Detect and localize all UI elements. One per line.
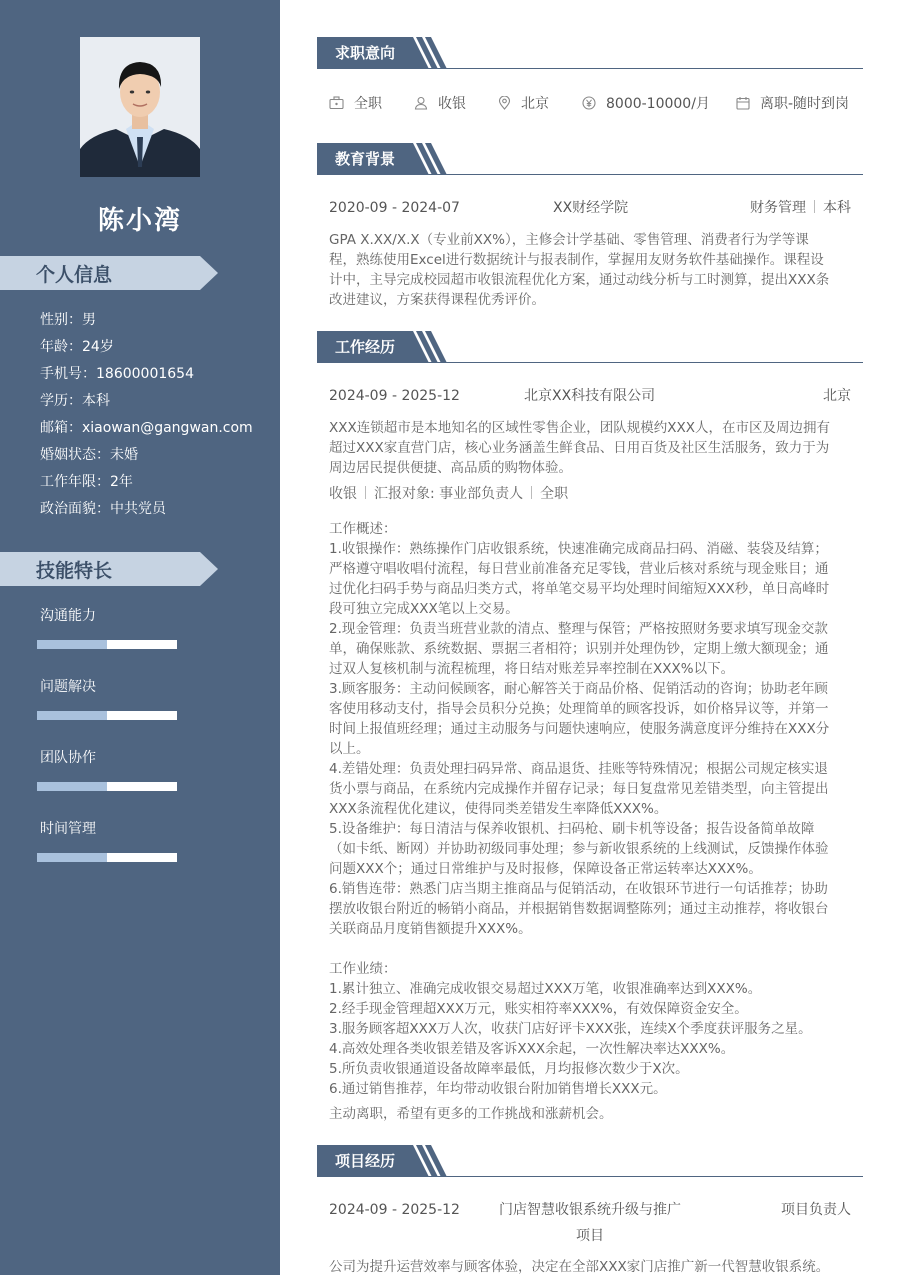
education-date: 2020-09 - 2024-07 xyxy=(329,200,460,216)
info-education: 学历：本科 xyxy=(40,393,110,409)
text-line: 改进建议，方案获得课程优秀评价。 xyxy=(329,292,545,308)
skill-item xyxy=(37,606,177,677)
candidate-name: 陈小湾 xyxy=(97,206,182,236)
text-line: 6.销售连带：熟悉门店当期主推商品与促销活动，在收银环节进行一句话推荐；协助 xyxy=(329,881,828,897)
work-leave-reason xyxy=(329,1104,851,1124)
project-role: 项目负责人 xyxy=(781,1202,851,1218)
section-header-work xyxy=(317,331,863,363)
section-title: 教育背景 xyxy=(335,150,396,168)
text-line: 程，熟练使用Excel进行数据统计与报表制作，掌握用友财务软件基础操作。课程设 xyxy=(329,252,824,268)
section-divider xyxy=(317,174,863,175)
text-line: XXX条流程优化建议，使得同类差错发生率降低XXX%。 xyxy=(329,801,668,817)
info-email: 邮箱：xiaowan@gangwan.com xyxy=(40,420,253,436)
intent-availability xyxy=(736,93,849,113)
text-line: 以上。 xyxy=(329,741,370,757)
personal-info-header xyxy=(0,256,218,290)
info-phone: 手机号：18600001654 xyxy=(40,366,194,382)
intent-type-text: 全职 xyxy=(354,96,382,112)
intent-availability-text: 离职-随时到岗 xyxy=(760,96,850,112)
calendar-icon xyxy=(736,96,750,110)
skill-fill xyxy=(37,640,107,649)
education-row xyxy=(329,198,851,218)
info-age: 年龄：24岁 xyxy=(40,339,114,355)
work-tag: 收银 xyxy=(329,486,357,502)
skill-item xyxy=(37,819,177,890)
text-line: 2.经手现金管理超XXX万元，账实相符率XXX%，有效保障资金安全。 xyxy=(329,1001,748,1017)
intent-city xyxy=(498,93,582,113)
text-line: 1.收银操作：熟练操作门店收银系统，快速准确完成商品扫码、消磁、装袋及结算； xyxy=(329,541,828,557)
person-icon xyxy=(414,96,428,110)
project-name-line2: 项目 xyxy=(576,1228,604,1244)
text-line: 计中，主导完成校园超市收银流程优化方案，通过动线分析与工时测算，提出XXX条 xyxy=(329,272,830,288)
work-tag: 汇报对象: 事业部负责人 xyxy=(374,486,524,502)
skills-header xyxy=(0,552,218,586)
text-line: 工作业绩： xyxy=(329,961,397,977)
text-line: 段可独立完成XXX笔以上交易。 xyxy=(329,601,519,617)
education-major-degree xyxy=(750,198,851,218)
text-line: 主动离职，希望有更多的工作挑战和涨薪机会。 xyxy=(329,1106,613,1122)
info-gender: 性别：男 xyxy=(40,312,96,328)
text-line: 公司为提升运营效率与顾客体验，决定在全部XXX家门店推广新一代智慧收银系统。 xyxy=(329,1259,830,1275)
project-date: 2024-09 - 2025-12 xyxy=(329,1202,460,1218)
intent-salary xyxy=(582,93,736,113)
skill-label: 团队协作 xyxy=(40,750,96,766)
skill-label: 时间管理 xyxy=(40,821,96,837)
text-line: 4.高效处理各类收银差错及客诉XXX余起，一次性解决率达XXX%。 xyxy=(329,1041,735,1057)
skill-item xyxy=(37,677,177,748)
education-major: 财务管理 xyxy=(750,200,806,216)
personal-info-list xyxy=(40,308,253,524)
text-line: 过优化扫码手势与商品归类方式，将单笔交易平均处理时间缩短XXX秒，单日高峰时 xyxy=(329,581,830,597)
text-line: 2.现金管理：负责当班营业款的清点、整理与保管；严格按照财务要求填写现金交款 xyxy=(329,621,828,637)
text-line: 周边居民提供便捷、高品质的购物体验。 xyxy=(329,460,572,476)
section-header-intent xyxy=(317,37,863,69)
job-intent-row xyxy=(329,93,863,113)
education-description xyxy=(329,230,851,310)
intent-position xyxy=(414,93,498,113)
skill-bar xyxy=(37,853,177,862)
text-line: 5.所负责收银通道设备故障率最低，月均报修次数少于X次。 xyxy=(329,1061,689,1077)
text-line: 3.顾客服务：主动问候顾客，耐心解答关于商品价格、促销活动的咨询；协助老年顾 xyxy=(329,681,828,697)
separator xyxy=(531,486,532,499)
section-divider xyxy=(317,362,863,363)
work-company: 北京XX科技有限公司 xyxy=(524,388,656,404)
skill-bar xyxy=(37,640,177,649)
separator xyxy=(814,200,815,213)
education-school: XX财经学院 xyxy=(553,200,629,216)
profile-photo xyxy=(80,37,200,177)
project-name-cont xyxy=(329,1226,851,1246)
intent-salary-text: 8000-10000/月 xyxy=(606,96,710,112)
text-line: 工作概述： xyxy=(329,521,397,537)
project-row xyxy=(329,1200,851,1220)
info-marital: 婚姻状态：未婚 xyxy=(40,447,138,463)
work-tag: 全职 xyxy=(540,486,569,502)
skill-fill xyxy=(37,711,107,720)
intent-type xyxy=(329,93,414,113)
education-degree: 本科 xyxy=(823,200,851,216)
text-line: （如卡纸、断网）并协助初级同事处理；参与新收银系统的上线测试，反馈操作体验 xyxy=(329,841,829,857)
work-tags xyxy=(329,484,568,504)
text-line: 货小票与商品，在系统内完成操作并留存记录；每日复盘常见差错类型，向主管提出 xyxy=(329,781,829,797)
text-line: 单，确保账款、系统数据、票据三者相符；识别并处理伪钞，定期上缴大额现金；通 xyxy=(329,641,829,657)
personal-info-title: 个人信息 xyxy=(36,264,113,286)
skills-list xyxy=(37,606,177,890)
work-details xyxy=(329,519,851,1099)
text-line: 5.设备维护：每日清洁与保养收银机、扫码枪、刷卡机等设备；报告设备简单故障 xyxy=(329,821,815,837)
text-line: 超过XXX家直营门店，核心业务涵盖生鲜食品、日用百货及社区生活服务，致力于为 xyxy=(329,440,830,456)
text-line: 6.通过销售推荐，年均带动收银台附加销售增长XXX元。 xyxy=(329,1081,667,1097)
skill-bar xyxy=(37,782,177,791)
text-line: 1.累计独立、准确完成收银交易超过XXX万笔，收银准确率达到XXX%。 xyxy=(329,981,762,997)
intent-position-text: 收银 xyxy=(438,96,466,112)
section-title: 求职意向 xyxy=(335,44,396,62)
sidebar xyxy=(0,0,280,1275)
text-line: 客使用移动支付，指导会员积分兑换；处理简单的顾客投诉，如价格异议等，并第一 xyxy=(329,701,829,717)
text-line: 4.差错处理：负责处理扫码异常、商品退货、挂账等特殊情况；根据公司规定核实退 xyxy=(329,761,828,777)
section-title: 工作经历 xyxy=(335,338,396,356)
briefcase-icon xyxy=(329,96,344,110)
section-header-education xyxy=(317,143,863,175)
text-line xyxy=(329,939,851,959)
text-line: 过双人复核机制与流程梳理，将日结对账差异率控制在XXX%以下。 xyxy=(329,661,735,677)
text-line: 3.服务顾客超XXX万人次，收获门店好评卡XXX张，连续X个季度获评服务之星。 xyxy=(329,1021,812,1037)
project-description xyxy=(329,1257,851,1275)
text-line: XXX连锁超市是本地知名的区域性零售企业，团队规模约XXX人，在市区及周边拥有 xyxy=(329,420,830,436)
location-icon xyxy=(498,96,511,110)
text-line: 摆放收银台附近的畅销小商品，并根据销售数据调整陈列；通过主动推荐，将收银台 xyxy=(329,901,829,917)
yen-icon xyxy=(582,96,596,110)
text-line: 严格遵守唱收唱付流程，每日营业前准备充足零钱，营业后核对系统与现金账目；通 xyxy=(329,561,829,577)
text-line: 问题XXX个；通过日常维护与及时报修，保障设备正常运转率达XXX%。 xyxy=(329,861,762,877)
text-line: 时间上报值班经理；通过主动服务与问题快速响应，使服务满意度评分维持在XXX分 xyxy=(329,721,830,737)
work-city: 北京 xyxy=(823,388,851,404)
section-header-project xyxy=(317,1145,863,1177)
separator xyxy=(365,486,366,499)
section-divider xyxy=(317,1176,863,1177)
intent-city-text: 北京 xyxy=(521,96,549,112)
skill-label: 问题解决 xyxy=(40,679,96,695)
skill-bar xyxy=(37,711,177,720)
work-company-intro xyxy=(329,418,851,478)
text-line: 关联商品月度销售额提升XXX%。 xyxy=(329,921,532,937)
work-date: 2024-09 - 2025-12 xyxy=(329,388,460,404)
skill-label: 沟通能力 xyxy=(40,608,96,624)
project-name: 门店智慧收银系统升级与推广 xyxy=(499,1202,681,1218)
skills-title: 技能特长 xyxy=(36,560,113,582)
skill-fill xyxy=(37,853,107,862)
text-line: GPA X.XX/X.X（专业前XX%），主修会计学基础、零售管理、消费者行为学等课 xyxy=(329,232,809,248)
section-title: 项目经历 xyxy=(335,1152,396,1170)
skill-fill xyxy=(37,782,107,791)
info-experience: 工作年限：2年 xyxy=(40,474,133,490)
info-political: 政治面貌：中共党员 xyxy=(40,501,166,517)
section-divider xyxy=(317,68,863,69)
skill-item xyxy=(37,748,177,819)
work-row xyxy=(329,386,851,406)
